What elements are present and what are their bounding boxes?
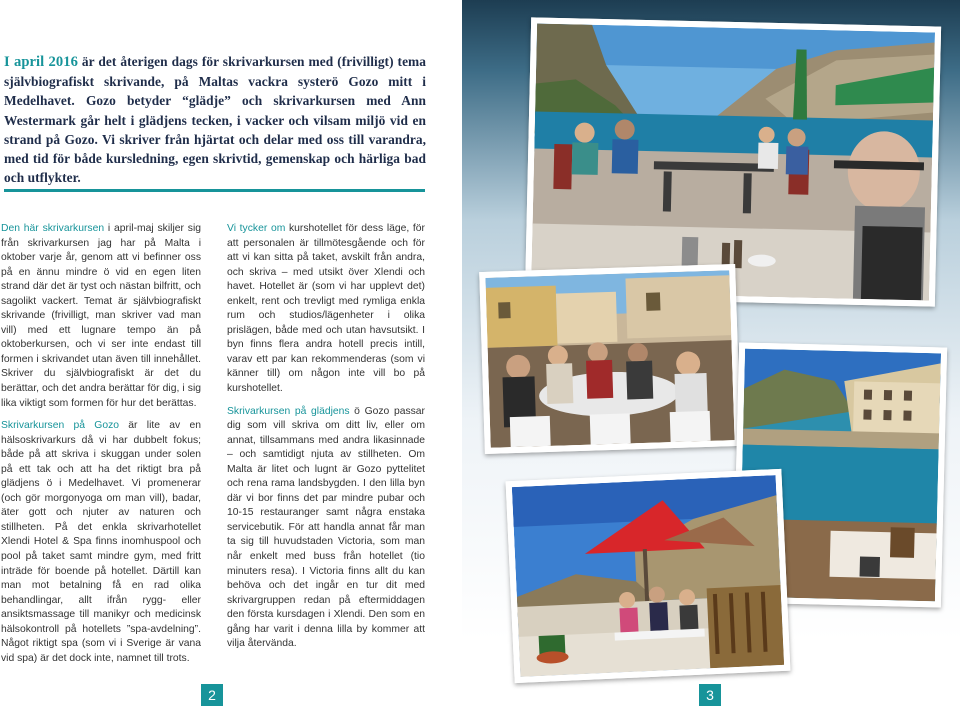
- paragraph-text: är lite av en hälsoskrivarkurs då vi har dubbelt fokus; både på att skriva i skuggan under solen på ett tak och att ha det riktigt bra på glädjens ö i Medelhavet. Vi promenerar (och gör morgonyoga om man vill), badar, äter gott och njuter av naturen och stillheten. På det enkla skrivarhotellet Xlendi Hotel & Spa finns inomhuspool och pool på taket samt mindre gym, med fritt inträde för boende på hotellet. Därtill kan man mot betalning få en rad olika behandlingar, allt ifrån rygg- eller ansiktsmassage till manikyr och medicinsk hälsokontroll på hotellets ”spa-avdelning”. Något riktigt spa (som vi i Sverige är vana vid spa) är det dock inte, namnet till trots.: [1, 420, 201, 664]
- photo-writing-group: [479, 264, 741, 454]
- intro-lead: I april 2016: [4, 54, 78, 70]
- highlight-phrase: Vi tycker om: [227, 223, 286, 234]
- paragraph: [1, 419, 201, 666]
- highlight-phrase: Skrivarkursen på glädjens: [227, 405, 350, 417]
- intro-text: är det återigen dags för skrivarkursen med (frivilligt) tema självbiografiskt skrivande, på Maltas vackra systerö Gozo mitt i Medelhavet. Gozo betyder “glädje” och skrivarkursen med Ann Westermark går helt i glädjens tecken, i vacker och vilsam miljö vid en strand på Gozo. Vi skriver från hjärtat och delar med oss till varandra, med tid för både kursledning, egen skrivtid, gemenskap och härliga bad och utflykter.: [4, 54, 427, 186]
- paragraph-text: kurshotellet för dess läge, för att personalen är tillmötesgående och för att vi kan sitta på taket, avskilt från andra, och skriva – med utsikt över Xlendi och havet. Hotellet är (som vi har upplevt det) enkelt, rent och trevligt med rymliga enkla rum och studios/lägenheter i olika prislägen, både med och utan havsutsikt. I byn finns flera andra hotell precis intill, varav ett par kan rekommenderas (som vi känner till) om någon inte vill bo på kurshotellet.: [227, 223, 425, 395]
- left-page: [0, 0, 462, 707]
- text-column-1: [1, 222, 201, 674]
- page-number-left: 2: [201, 684, 223, 706]
- section-divider: [4, 189, 425, 192]
- paragraph: [1, 222, 201, 411]
- page-number-right: 3: [699, 684, 721, 706]
- highlight-phrase: Den här skrivarkursen: [1, 223, 105, 234]
- highlight-phrase: Skrivarkursen på Gozo: [1, 420, 120, 432]
- text-column-2: [227, 222, 425, 660]
- paragraph-text: i april-maj skiljer sig från skrivarkursen jag har på Malta i oktober varje år, genom att vi befinner oss på en ännu mindre ö vid en egen liten strand där det är tyst och nästan bilfritt, och sagolikt vackert. Temat är självbiografiskt skrivande (frivilligt, man skriver vad man vill) med ett lugnare tempo än på oktoberkursen, och vi ser inte endast till formen i skrivandet utan även till innehållet. Skriver du självbiografiskt är det du berättar, och det andra berättar för dig, i sig lika viktigt som formen för hur det berättas.: [1, 223, 201, 409]
- photo-parasol-terrace: [506, 469, 791, 683]
- paragraph: [227, 222, 425, 397]
- paragraph: [227, 405, 425, 652]
- intro-paragraph: [4, 52, 426, 187]
- paragraph-text: ö Gozo passar dig som vill skriva om ditt liv, eller om annat, tillsammans med andra likasinnade – och samtidigt njuta av stillheten. Om Malta är litet och lugnt är Gozo pyttelitet och rena rama landsbygden. I den lilla byn där vi bor finns det par mindre pubar och 10-15 restauranger samt några enstaka servicebutik. För att handla annat får man ta sig till huvudstaden Victoria, som man når enkelt med buss från hotellet (tio minuters resa). I Victoria finns allt du kan behöva och det ingår en tur dit med skrivargruppen redan på eftermiddagen den första kursdagen i Xlendi. Den som en gång har varit i denna lilla by kommer att vilja återvända.: [227, 405, 425, 650]
